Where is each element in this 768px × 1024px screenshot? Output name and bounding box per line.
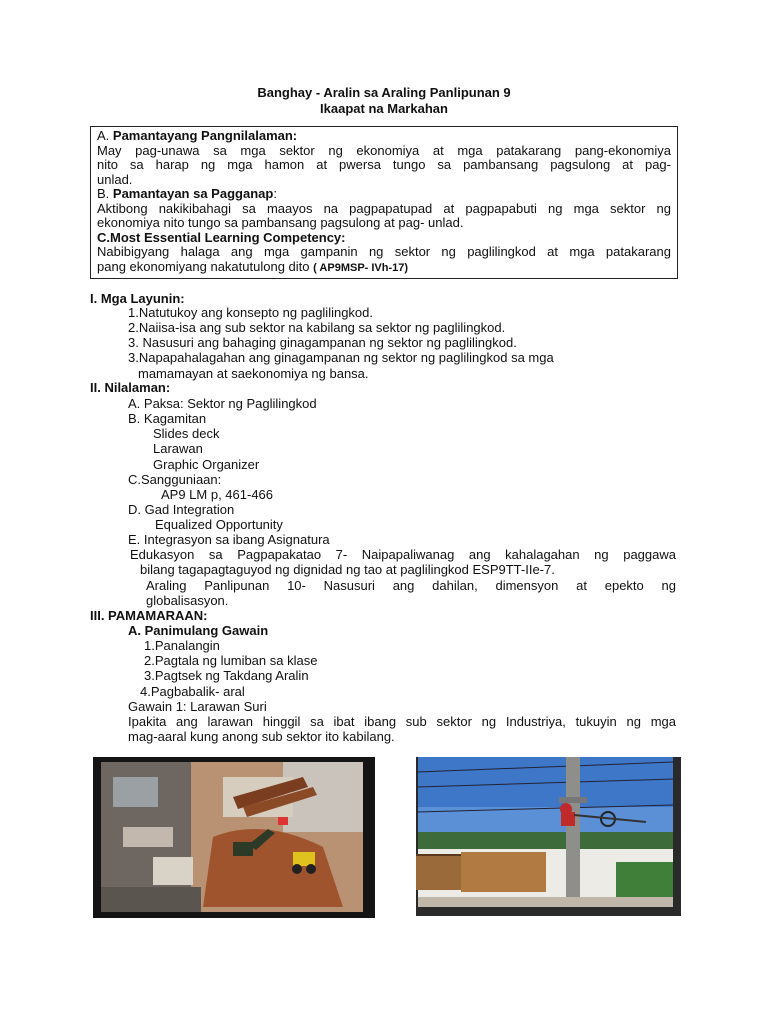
document-subtitle: Ikaapat na Markahan [320, 101, 448, 116]
gad-integration: D. Gad Integration [128, 502, 235, 517]
gawain-title: Gawain 1: Larawan Suri [128, 699, 267, 714]
gawain-step: 4.Pagbabalik- aral [140, 684, 245, 699]
gawain-instruction: mag-aaral kung anong sub sektor ito kabilang. [128, 729, 395, 744]
standard-b-heading: B. Pamantayan sa Pagganap: [97, 186, 277, 201]
esp-integration: Edukasyon sa Pagpapakatao 7- Naipapaliwanag ang kahalagahan ng paggawa [130, 547, 676, 562]
gad-item: Equalized Opportunity [155, 517, 283, 532]
integrasyon: E. Integrasyon sa ibang Asignatura [128, 532, 330, 547]
layunin-item: 3. Nasusuri ang bahaging ginagampanan ng sektor ng paglilingkod. [128, 335, 517, 350]
competency-code: ( AP9MSP- IVh-17) [313, 261, 409, 274]
kagamitan-item: Graphic Organizer [153, 457, 260, 472]
document-title: Banghay - Aralin sa Araling Panlipunan 9 [257, 85, 511, 100]
esp-integration: bilang tagapagtaguyod ng dignidad ng tao at paglilingkod ESP9TT-IIe-7. [140, 562, 555, 577]
layunin-item: 2.Naiisa-isa ang sub sektor na kabilang sa sektor ng paglilingkod. [128, 320, 506, 335]
paksa: A. Paksa: Sektor ng Paglilingkod [128, 396, 317, 411]
standard-a-line: May pag-unawa sa mga sektor ng ekonomiya at mga patakarang pang-ekonomiya [97, 142, 671, 158]
layunin-heading: I. Mga Layunin: [90, 291, 185, 306]
layunin-item: 1.Natutukoy ang konsepto ng paglilingkod. [128, 305, 374, 320]
layunin-item: 3.Napapahalagahan ang ginagampanan ng sektor ng paglilingkod sa mga [128, 350, 554, 365]
standard-b-line: ekonomiya nito tungo sa pambansang pagsulong at pag- unlad. [97, 215, 464, 230]
pamamaraan-heading: III. PAMAMARAAN: [90, 608, 208, 623]
ap-integration: Araling Panlipunan 10- Nasusuri ang dahilan, dimensyon at epekto ng [146, 578, 676, 593]
standard-c-line: Nabibigyang halaga ang mga gampanin ng sektor ng paglilingkod at mga patakarang [97, 244, 671, 259]
standard-c-line: pang ekonomiyang nakatutulong dito ( AP9MSP- IVh-17) [97, 258, 409, 274]
layunin-item: mamamayan at saekonomiya ng bansa. [138, 366, 369, 381]
gawain-step: 2.Pagtala ng lumiban sa klase [144, 653, 318, 668]
standard-a-line: nito sa harap ng mga hamon at pwersa tungo sa pambansang pagsulong at pag- [97, 157, 671, 172]
sanggunian-item: AP9 LM p, 461-466 [161, 487, 274, 502]
standard-a-heading: A. Pamantayang Pangnilalaman: [97, 128, 298, 143]
gawain-step: 3.Pagtsek ng Takdang Aralin [144, 668, 309, 683]
sanggunian: C.Sangguniaan: [128, 472, 222, 487]
panimulang-gawain: A. Panimulang Gawain [128, 623, 269, 638]
standard-b-line: Aktibong nakikibahagi sa maayos na pagpapatupad at pagpapabuti ng mga sektor ng [97, 200, 671, 216]
standard-a-line: unlad. [97, 171, 133, 187]
standards-box [90, 126, 678, 279]
nilalaman-heading: II. Nilalaman: [90, 380, 171, 395]
gawain-instruction: Ipakita ang larawan hinggil sa ibat ibang sub sektor ng Industriya, tukuyin ng mga [128, 714, 676, 729]
ap-integration: globalisasyon. [146, 593, 229, 608]
kagamitan: B. Kagamitan [128, 411, 207, 426]
standard-c-heading: C.Most Essential Learning Competency: [97, 229, 346, 245]
kagamitan-item: Larawan [153, 441, 203, 456]
kagamitan-item: Slides deck [153, 426, 220, 441]
construction-photo [93, 757, 375, 918]
gawain-step: 1.Panalangin [144, 638, 220, 653]
electric-pole-worker-photo [416, 757, 681, 916]
